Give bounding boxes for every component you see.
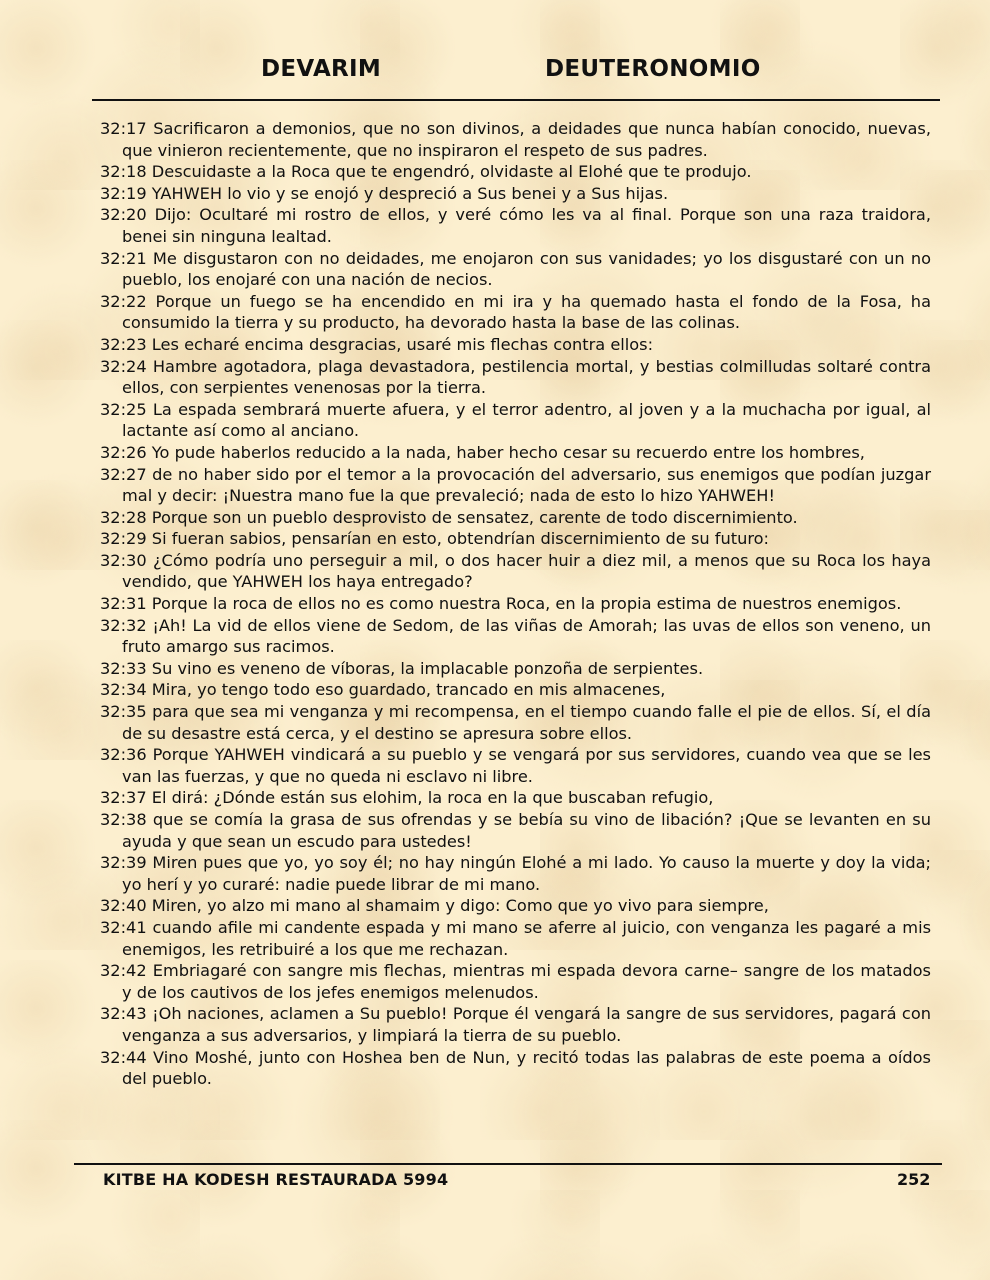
verse: 32:36 Porque YAHWEH vindicará a su pueblo y se vengará por sus servidores, cuando vea que se les van las fuerzas, y que no queda ni esclavo ni libre. xyxy=(100,745,931,786)
verse: 32:37 El dirá: ¿Dónde están sus elohim, la roca en la que buscaban refugio, xyxy=(100,788,714,808)
verse: 32:35 para que sea mi venganza y mi recompensa, en el tiempo cuando falle el pie de ellos. Sí, el día de su desastre está cerca, y el destino se apresura sobre ellos. xyxy=(100,702,931,743)
verse: 32:44 Vino Moshé, junto con Hoshea ben de Nun, y recitó todas las palabras de este poema a oídos del pueblo. xyxy=(100,1047,931,1089)
verse: 32:24 Hambre agotadora, plaga devastadora, pestilencia mortal, y bestias colmilludas soltaré contra ellos, con serpientes venenosas por la tierra. xyxy=(100,356,931,398)
header-divider xyxy=(92,99,940,101)
verse: 32:27 de no haber sido por el temor a la provocación del adversario, sus enemigos que podían juzgar mal y decir: ¡Nuestra mano fue la que prevaleció; nada de esto lo hizo YAHWEH! xyxy=(100,464,931,506)
verse: 32:30 ¿Cómo podría uno perseguir a mil, o dos hacer huir a diez mil, a menos que su Roca los haya vendido, que YAHWEH los haya entregado? xyxy=(100,550,931,592)
verse: 32:32 ¡Ah! La vid de ellos viene de Sedom, de las viñas de Amorah; las uvas de ellos son veneno, un fruto amargo sus racimos. xyxy=(100,615,931,657)
verse: 32:26 Yo pude haberlos reducido a la nada, haber hecho cesar su recuerdo entre los hombres, xyxy=(100,442,865,462)
verse: 32:38 que se comía la grasa de sus ofrendas y se bebía su vino de libación? ¡Que se levanten en su ayuda y que sean un escudo para ustedes! xyxy=(100,810,931,851)
verse: 32:22 Porque un fuego se ha encendido en mi ira y ha quemado hasta el fondo de la Fosa, ha consumido la tierra y su producto, ha devorado hasta la base de las colinas. xyxy=(100,291,931,333)
page-number: 252 xyxy=(897,1170,931,1189)
verse: 32:29 Si fueran sabios, pensarían en esto, obtendrían discernimiento de su futuro: xyxy=(100,529,769,549)
verse: 32:18 Descuidaste a la Roca que te engendró, olvidaste al Elohé que te produjo. xyxy=(100,162,752,182)
verse: 32:25 La espada sembrará muerte afuera, y el terror adentro, al joven y a la muchacha por igual, al lactante así como al anciano. xyxy=(100,399,931,441)
footer-book-title: KITBE HA KODESH RESTAURADA 5994 xyxy=(103,1170,449,1189)
verse: 32:20 Dijo: Ocultaré mi rostro de ellos, y veré cómo les va al final. Porque son una raza traidora, benei sin ninguna lealtad. xyxy=(100,205,931,246)
page-header xyxy=(0,56,990,90)
verse: 32:33 Su vino es veneno de víboras, la implacable ponzoña de serpientes. xyxy=(100,658,704,678)
footer-divider xyxy=(74,1163,942,1165)
verse: 32:19 YAHWEH lo vio y se enojó y despreció a Sus benei y a Sus hijas. xyxy=(100,183,669,203)
verse: 32:42 Embriagaré con sangre mis flechas, mientras mi espada devora carne– sangre de los matados y de los cautivos de los jefes enemigos melenudos. xyxy=(100,961,931,1002)
verse: 32:28 Porque son un pueblo desprovisto de sensatez, carente de todo discernimiento. xyxy=(100,507,798,527)
verse: 32:39 Miren pues que yo, yo soy él; no hay ningún Elohé a mi lado. Yo causo la muerte y doy la vida; yo herí y yo curaré: nadie puede librar de mi mano. xyxy=(100,853,931,894)
verse: 32:43 ¡Oh naciones, aclamen a Su pueblo! Porque él vengará la sangre de sus servidores, pagará con venganza a sus adversarios, y limpiará la tierra de su pueblo. xyxy=(100,1004,931,1045)
verse: 32:34 Mira, yo tengo todo eso guardado, trancado en mis almacenes, xyxy=(100,680,666,700)
book-title-hebrew: DEVARIM xyxy=(261,56,382,82)
verse: 32:31 Porque la roca de ellos no es como nuestra Roca, en la propia estima de nuestros enemigos. xyxy=(100,594,902,614)
verse-list xyxy=(100,118,931,1090)
verse: 32:41 cuando afile mi candente espada y mi mano se aferre al juicio, con venganza les pagaré a mis enemigos, les retribuiré a los que me rechazan. xyxy=(100,917,931,959)
verse: 32:40 Miren, yo alzo mi mano al shamaim y digo: Como que yo vivo para siempre, xyxy=(100,896,769,916)
verse: 32:17 Sacrificaron a demonios, que no son divinos, a deidades que nunca habían conocido, nuevas, que vinieron recientemente, que no inspiraron el respeto de sus padres. xyxy=(100,119,931,160)
verse: 32:23 Les echaré encima desgracias, usaré mis flechas contra ellos: xyxy=(100,334,654,354)
verse: 32:21 Me disgustaron con no deidades, me enojaron con sus vanidades; yo los disgustaré con un no pueblo, los enojaré con una nación de necios. xyxy=(100,248,931,290)
book-title-spanish: DEUTERONOMIO xyxy=(545,56,761,82)
